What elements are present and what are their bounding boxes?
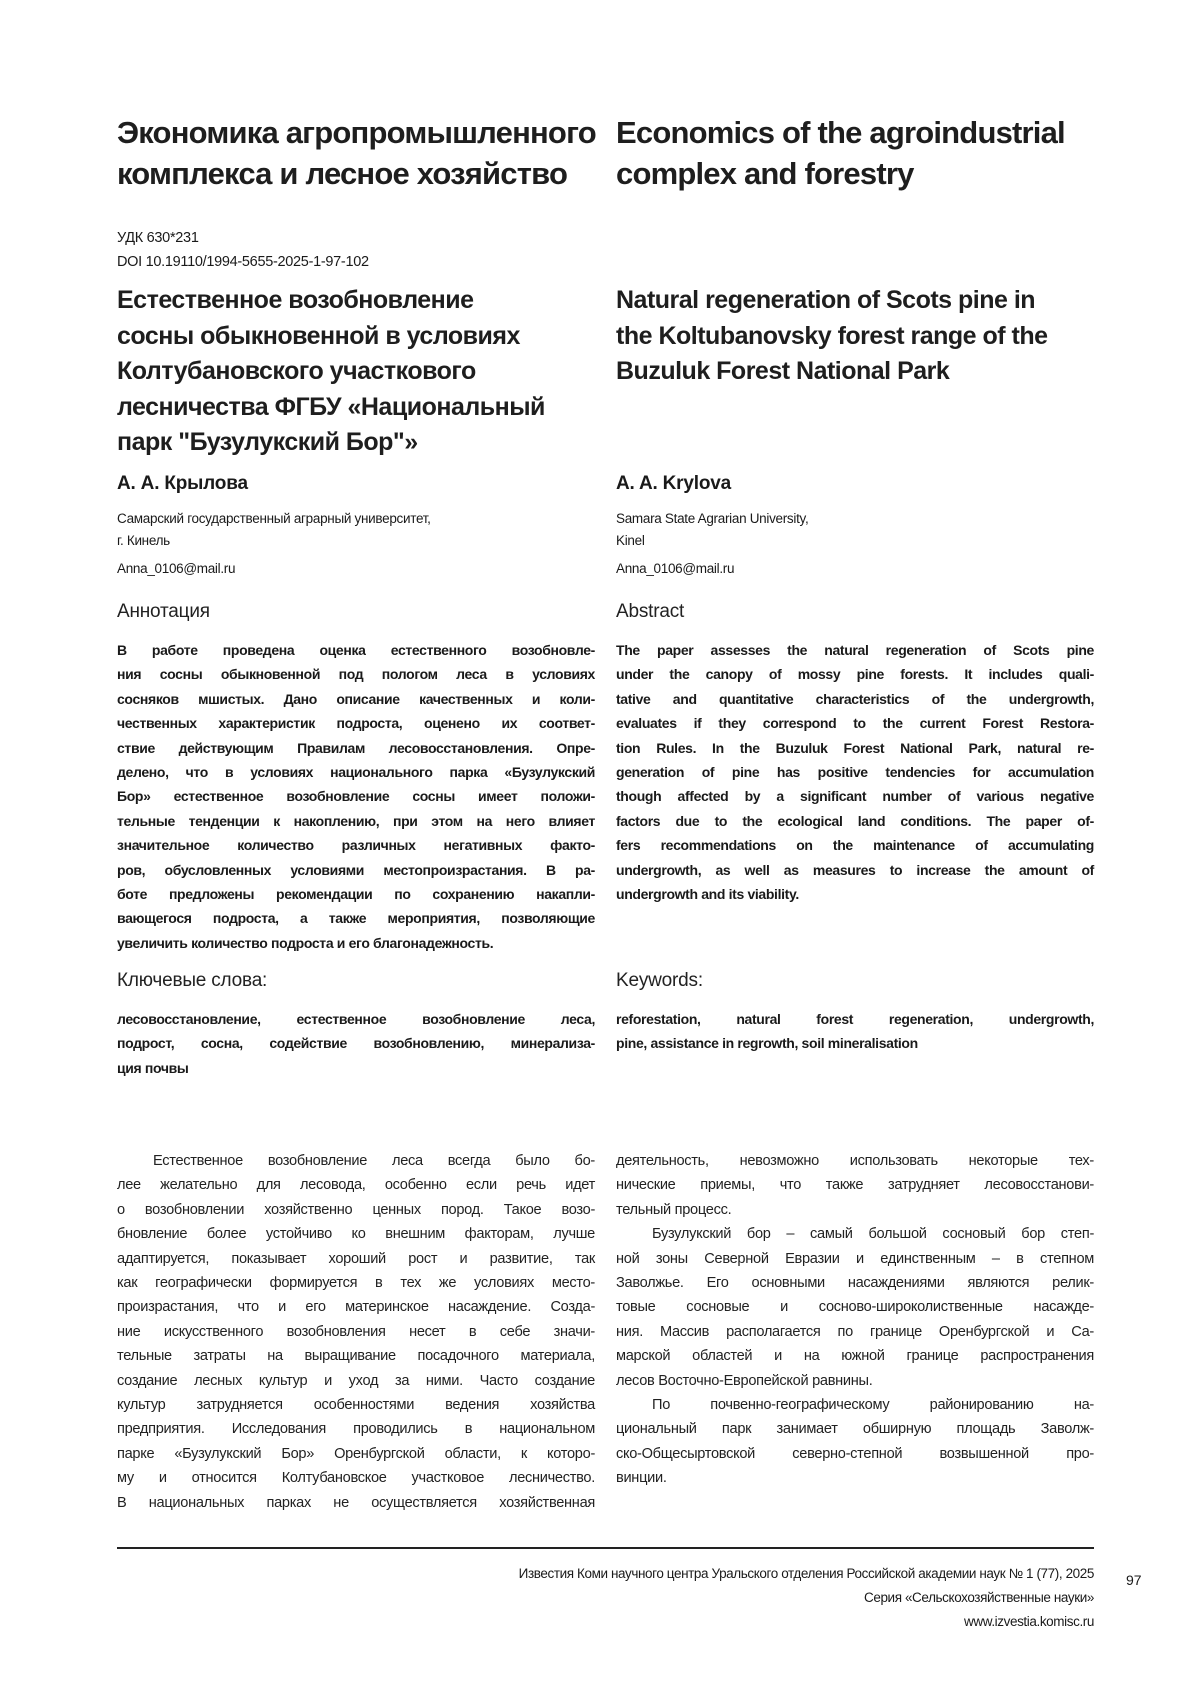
text-line: Естественное возобновление леса всегда было бо- [117,1149,595,1173]
text-line: товые сосновые и сосново-широколиственные насажде- [616,1295,1094,1319]
keywords-heading-en: Keywords: [616,970,703,992]
text-line: generation of pine has positive tendencies for accumulation [616,760,1094,784]
section-title-line: Economics of the agroindustrial [616,112,1065,153]
text-line: предприятия. Исследования проводились в национальном [117,1417,595,1441]
text-line: создание лесных культур и уход за ними. Часто создание [117,1369,595,1393]
text-line: undergrowth and its viability. [616,882,1094,906]
text-line: ние искусственного возобновления несет в себе значи- [117,1320,595,1344]
text-line: ной зоны Северной Евразии и единственным – в степном [616,1247,1094,1271]
text-line: культур затрудняется особенностями ведения хозяйства [117,1393,595,1417]
text-line: значительное количество различных негативных факто- [117,833,595,857]
abstract-ru [117,638,595,955]
title-line: Естественное возобновление [117,283,545,319]
text-line: under the canopy of mossy pine forests. It includes quali- [616,662,1094,686]
text-line: ния сосны обыкновенной под пологом леса в условиях [117,662,595,686]
journal-name: Известия Коми научного центра Уральского отделения Российской академии наук № 1 (77), 2025 [519,1562,1094,1586]
text-line: нические приемы, что также затрудняет лесовосстанови- [616,1173,1094,1197]
author-block-ru [117,473,595,580]
text-line: тельные затраты на выращивание посадочного материала, [117,1344,595,1368]
text-line: о возобновлении хозяйственно ценных пород. Такое возо- [117,1198,595,1222]
footer-info [519,1562,1094,1634]
abstract-heading-ru: Аннотация [117,601,210,623]
text-line: лесовосстановление, естественное возобновление леса, [117,1007,595,1031]
text-line: Бузулукский бор – самый большой сосновый бор степ- [616,1222,1094,1246]
text-line: Заволжье. Его основными насаждениями являются релик- [616,1271,1094,1295]
title-line: Колтубановского участкового [117,354,545,390]
affiliation [616,508,1094,552]
footer-divider [117,1547,1094,1549]
text-line: подрост, сосна, содействие возобновлению, минерализа- [117,1031,595,1055]
doi: DOI 10.19110/1994-5655-2025-1-97-102 [117,250,369,274]
text-line: увеличить количество подроста и его благонадежность. [117,931,595,955]
text-line: В национальных парках не осуществляется хозяйственная [117,1491,595,1515]
text-line: reforestation, natural forest regeneration, undergrowth, [616,1007,1094,1031]
author-name: А. А. Крылова [117,473,595,495]
body-column-left [117,1149,595,1515]
text-line: ствие действующим Правилам лесовосстановления. Опре- [117,736,595,760]
text-line: тельный процесс. [616,1198,1094,1222]
text-line: парке «Бузулукский Бор» Оренбургской области, к которо- [117,1442,595,1466]
udk: УДК 630*231 [117,226,369,250]
text-line: По почвенно-географическому районированию на- [616,1393,1094,1417]
text-line: вающегося подроста, а также мероприятия, позволяющие [117,906,595,930]
text-line: циональный парк занимает обширную площадь Заволж- [616,1417,1094,1441]
title-line: Buzuluk Forest National Park [616,354,1048,390]
title-line: Natural regeneration of Scots pine in [616,283,1048,319]
author-email: Anna_0106@mail.ru [616,558,1094,580]
text-line: сосняков мшистых. Дано описание качественных и коли- [117,687,595,711]
abstract-en [616,638,1094,906]
text-line: fers recommendations on the maintenance of accumulating [616,833,1094,857]
text-line: лее желательно для лесовода, особенно если речь идет [117,1173,595,1197]
section-title-ru [117,112,596,194]
text-line: бновление более устойчиво ко внешним факторам, лучше [117,1222,595,1246]
abstract-heading-en: Abstract [616,601,684,623]
text-line: ния. Массив располагается по границе Оренбургской и Са- [616,1320,1094,1344]
text-line: Бор» естественное возобновление сосны имеет положи- [117,784,595,808]
journal-series: Серия «Сельскохозяйственные науки» [519,1586,1094,1610]
author-block-en [616,473,1094,580]
text-line: чественных характеристик подроста, оценено их соответ- [117,711,595,735]
article-meta [117,226,369,274]
text-line: evaluates if they correspond to the current Forest Restora- [616,711,1094,735]
keywords-en [616,1007,1094,1056]
author-email: Anna_0106@mail.ru [117,558,595,580]
text-line: ров, обусловленных условиями местопроизрастания. В ра- [117,858,595,882]
section-title-en [616,112,1065,194]
text-line: тельные тенденции к накоплению, при этом на него влияет [117,809,595,833]
journal-website: www.izvestia.komisc.ru [519,1610,1094,1634]
article-title-en [616,283,1048,390]
text-line: tative and quantitative characteristics of the undergrowth, [616,687,1094,711]
text-line: винции. [616,1466,1094,1490]
text-line: В работе проведена оценка естественного возобновле- [117,638,595,662]
text-line: му и относится Колтубановское участковое лесничество. [117,1466,595,1490]
article-title-ru [117,283,545,461]
page-number: 97 [1126,1572,1142,1588]
text-line: factors due to the ecological land conditions. The paper of- [616,809,1094,833]
section-title-line: комплекса и лесное хозяйство [117,153,596,194]
section-title-line: complex and forestry [616,153,1065,194]
text-line: произрастания, что и его материнское насаждение. Созда- [117,1295,595,1319]
keywords-ru [117,1007,595,1080]
text-line: лесов Восточно-Европейской равнины. [616,1369,1094,1393]
section-title-line: Экономика агропромышленного [117,112,596,153]
text-line: ско-Общесыртовской северно-степной возвышенной про- [616,1442,1094,1466]
affiliation-line: Samara State Agrarian University, [616,508,1094,530]
text-line: The paper assesses the natural regeneration of Scots pine [616,638,1094,662]
affiliation-line: Kinel [616,530,1094,552]
title-line: the Koltubanovsky forest range of the [616,319,1048,355]
keywords-heading-ru: Ключевые слова: [117,970,267,992]
title-line: парк "Бузулукский Бор"» [117,425,545,461]
text-line: марской областей и на южной границе распространения [616,1344,1094,1368]
text-line: though affected by a significant number of various negative [616,784,1094,808]
text-line: tion Rules. In the Buzuluk Forest National Park, natural re- [616,736,1094,760]
affiliation-line: г. Кинель [117,530,595,552]
text-line: адаптируется, показывает хороший рост и развитие, так [117,1247,595,1271]
title-line: лесничества ФГБУ «Национальный [117,390,545,426]
body-column-right [616,1149,1094,1491]
title-line: сосны обыкновенной в условиях [117,319,545,355]
text-line: делено, что в условиях национального парка «Бузулукский [117,760,595,784]
text-line: pine, assistance in regrowth, soil mineralisation [616,1031,1094,1055]
text-line: undergrowth, as well as measures to increase the amount of [616,858,1094,882]
text-line: как географически формируется в тех же условиях место- [117,1271,595,1295]
text-line: боте предложены рекомендации по сохранению накапли- [117,882,595,906]
affiliation [117,508,595,552]
affiliation-line: Самарский государственный аграрный университет, [117,508,595,530]
text-line: ция почвы [117,1056,595,1080]
author-name: A. A. Krylova [616,473,1094,495]
text-line: деятельность, невозможно использовать некоторые тех- [616,1149,1094,1173]
